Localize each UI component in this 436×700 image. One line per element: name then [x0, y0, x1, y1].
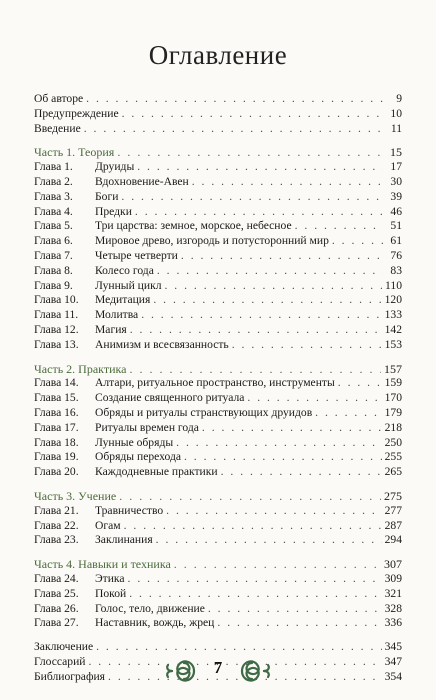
entry-label: Введение: [34, 121, 81, 135]
toc-chapter-27[interactable]: [34, 616, 402, 631]
toc-chapter-19[interactable]: [34, 450, 402, 465]
toc-chapter-13[interactable]: [34, 338, 402, 353]
page-number: 345: [384, 640, 402, 654]
page-number: 15: [390, 145, 402, 160]
chapter-number: Глава 23.: [34, 533, 79, 547]
leader-dots: [157, 264, 383, 279]
leader-dots: [192, 175, 383, 190]
entry-label: Об авторе: [34, 92, 84, 105]
leader-dots: [119, 489, 381, 504]
part-title: Часть 1. Теория: [34, 145, 115, 160]
toc-chapter-10[interactable]: [34, 293, 402, 308]
chapter-title: Лунный цикл: [95, 278, 162, 292]
page-number: 17: [390, 160, 402, 174]
toc-chapter-18[interactable]: [34, 436, 402, 451]
page-number: 179: [384, 405, 402, 419]
chapter-number: Глава 3.: [34, 189, 73, 203]
toc-chapter-17[interactable]: [34, 421, 402, 436]
chapter-number: Глава 2.: [34, 174, 73, 188]
toc-part-3[interactable]: [34, 489, 402, 504]
page-number: 120: [384, 293, 402, 307]
toc-chapter-6[interactable]: [34, 234, 402, 249]
chapter-title: Обряды перехода: [95, 450, 181, 464]
chapter-title: Покой: [95, 586, 127, 600]
chapter-title: Голос, тело, движение: [95, 601, 205, 615]
chapter-number: Глава 1.: [34, 160, 73, 174]
leader-dots: [122, 107, 383, 122]
leader-dots: [129, 587, 381, 602]
leader-dots: [232, 338, 382, 353]
page-number: 157: [384, 361, 402, 376]
chapter-number: Глава 10.: [34, 293, 79, 307]
toc-chapter-15[interactable]: [34, 391, 402, 406]
leader-dots: [135, 205, 383, 220]
toc-chapter-23[interactable]: [34, 533, 402, 548]
chapter-number: Глава 13.: [34, 337, 79, 351]
chapter-number: Глава 25.: [34, 586, 79, 600]
leader-dots: [86, 92, 383, 107]
page-number: 10: [390, 106, 402, 120]
leader-dots: [176, 436, 381, 451]
toc-part-2[interactable]: [34, 362, 402, 377]
page-number: 110: [385, 278, 402, 292]
toc-chapter-2[interactable]: [34, 175, 402, 190]
page-number: 277: [384, 503, 402, 517]
page-number: 347: [384, 654, 402, 668]
page-number: 83: [390, 263, 402, 277]
chapter-title: Анимизм и всесвязанность: [95, 337, 229, 351]
toc-chapter-8[interactable]: [34, 264, 402, 279]
leader-dots: [121, 190, 383, 205]
toc-chapter-7[interactable]: [34, 249, 402, 264]
toc-part-4[interactable]: [34, 557, 402, 572]
leader-dots: [181, 249, 383, 264]
toc-chapter-12[interactable]: [34, 323, 402, 338]
toc-chapter-20[interactable]: [34, 465, 402, 480]
page-number: 265: [384, 465, 402, 479]
chapter-number: Глава 4.: [34, 204, 73, 218]
chapter-title: Огам: [95, 518, 121, 532]
toc-chapter-24[interactable]: [34, 572, 402, 587]
page-number: 336: [384, 616, 402, 630]
toc-part-1[interactable]: [34, 145, 402, 160]
leader-dots: [332, 234, 383, 249]
toc-chapter-14[interactable]: [34, 376, 402, 391]
chapter-title: Друиды: [95, 160, 135, 174]
page-number: 275: [384, 488, 402, 503]
part-title: Часть 4. Навыки и техника: [34, 557, 171, 572]
page-number: 218: [384, 420, 402, 434]
chapter-number: Глава 7.: [34, 248, 73, 262]
leader-dots: [208, 602, 382, 617]
page-number: 61: [390, 234, 402, 248]
toc-entry-front-1[interactable]: [34, 107, 402, 122]
chapter-number: Глава 6.: [34, 234, 73, 248]
chapter-title: Боги: [95, 189, 119, 203]
page-number: 51: [390, 219, 402, 233]
chapter-title: Ритуалы времен года: [95, 420, 199, 434]
page-number: 309: [384, 571, 402, 585]
chapter-number: Глава 11.: [34, 308, 79, 322]
leader-dots: [338, 376, 382, 391]
chapter-title: Алтари, ритуальное пространство, инструменты: [95, 376, 335, 390]
part-title: Часть 2. Практика: [34, 361, 127, 376]
chapter-number: Глава 19.: [34, 450, 79, 464]
leader-dots: [217, 616, 381, 631]
toc-chapter-16[interactable]: [34, 406, 402, 421]
chapter-title: Мировое древо, изгородь и потусторонний мир: [95, 234, 329, 248]
page-number: 170: [384, 391, 402, 405]
page-number: 307: [384, 557, 402, 572]
toc-chapter-1[interactable]: [34, 160, 402, 175]
toc-chapter-25[interactable]: [34, 587, 402, 602]
chapter-number: Глава 18.: [34, 435, 79, 449]
leader-dots: [165, 279, 383, 294]
chapter-number: Глава 15.: [34, 391, 79, 405]
page-number: 321: [384, 586, 402, 600]
toc-entry-front-2[interactable]: [34, 122, 402, 137]
page-number: 250: [384, 435, 402, 449]
part-title: Часть 3. Учение: [34, 488, 117, 503]
leader-dots: [84, 122, 383, 137]
chapter-number: Глава 27.: [34, 616, 79, 630]
chapter-title: Этика: [95, 571, 125, 585]
leader-dots: [247, 391, 381, 406]
page-number: 354: [384, 669, 402, 683]
page-number: 30: [390, 174, 402, 188]
chapter-title: Заклинания: [95, 533, 153, 547]
chapter-number: Глава 20.: [34, 465, 79, 479]
chapter-title: Создание священного ритуала: [95, 391, 245, 405]
page-number: 142: [384, 322, 402, 336]
toc-chapter-11[interactable]: [34, 308, 402, 323]
leader-dots: [141, 308, 381, 323]
chapter-title: Каждодневные практики: [95, 465, 218, 479]
page-number: 294: [384, 533, 402, 547]
leader-dots: [184, 450, 382, 465]
chapter-title: Медитация: [95, 293, 151, 307]
chapter-number: Глава 22.: [34, 518, 79, 532]
chapter-title: Лунные обряды: [95, 435, 174, 449]
toc-chapter-26[interactable]: [34, 602, 402, 617]
page-title: Оглавление: [148, 40, 288, 70]
leader-dots: [202, 421, 382, 436]
chapter-number: Глава 12.: [34, 322, 79, 336]
page-number: 159: [384, 376, 402, 390]
chapter-title: Обряды и ритуалы странствующих друидов: [95, 405, 313, 419]
page-number: 46: [390, 204, 402, 218]
entry-label: Предупреждение: [34, 106, 119, 120]
leader-dots: [156, 533, 382, 548]
page-number: 133: [384, 308, 402, 322]
leader-dots: [117, 145, 383, 160]
leader-dots: [124, 519, 382, 534]
leader-dots: [130, 323, 382, 338]
chapter-number: Глава 16.: [34, 405, 79, 419]
chapter-number: Глава 24.: [34, 571, 79, 585]
page-number: 9: [396, 92, 402, 105]
leader-dots: [153, 293, 381, 308]
toc-chapter-4[interactable]: [34, 205, 402, 220]
folio: [0, 650, 436, 692]
toc-chapter-22[interactable]: [34, 519, 402, 534]
leader-dots: [174, 557, 381, 572]
page-folio-number: 7: [213, 658, 223, 677]
chapter-number: Глава 14.: [34, 376, 79, 390]
chapter-number: Глава 21.: [34, 503, 79, 517]
leader-dots: [137, 160, 383, 175]
page-number: 287: [384, 518, 402, 532]
leader-dots: [221, 465, 382, 480]
chapter-title: Магия: [95, 322, 127, 336]
toc-chapter-3[interactable]: [34, 190, 402, 205]
chapter-title: Молитва: [95, 308, 139, 322]
chapter-title: Три царства: земное, морское, небесное: [95, 219, 292, 233]
chapter-number: Глава 5.: [34, 219, 73, 233]
chapter-number: Глава 8.: [34, 263, 73, 277]
chapter-number: Глава 17.: [34, 420, 79, 434]
chapter-number: Глава 9.: [34, 278, 73, 292]
page-number: 76: [390, 248, 402, 262]
entry-label: Библиография: [34, 669, 106, 683]
chapter-title: Четыре четверти: [95, 248, 178, 262]
leader-dots: [128, 572, 382, 587]
page-number: 255: [384, 450, 402, 464]
chapter-number: Глава 26.: [34, 601, 79, 615]
toc-chapter-9[interactable]: [34, 279, 402, 294]
toc-chapter-5[interactable]: [34, 219, 402, 234]
page-number: 153: [384, 337, 402, 351]
entry-label: Заключение: [34, 640, 94, 654]
chapter-title: Травничество: [95, 503, 164, 517]
chapter-title: Колесо года: [95, 263, 154, 277]
chapter-title: Наставник, вождь, жрец: [95, 616, 215, 630]
leader-dots: [166, 504, 381, 519]
page-number: 328: [384, 601, 402, 615]
page-number: 11: [390, 121, 402, 135]
entry-label: Глоссарий: [34, 654, 86, 668]
leader-dots: [129, 362, 381, 377]
leader-dots: [295, 219, 383, 234]
toc-entry-front-0[interactable]: [34, 92, 402, 107]
toc-chapter-21[interactable]: [34, 504, 402, 519]
chapter-title: Вдохновение-Авен: [95, 174, 189, 188]
page-number: 39: [390, 189, 402, 203]
table-of-contents: [34, 92, 402, 684]
leader-dots: [315, 406, 381, 421]
chapter-title: Предки: [95, 204, 132, 218]
